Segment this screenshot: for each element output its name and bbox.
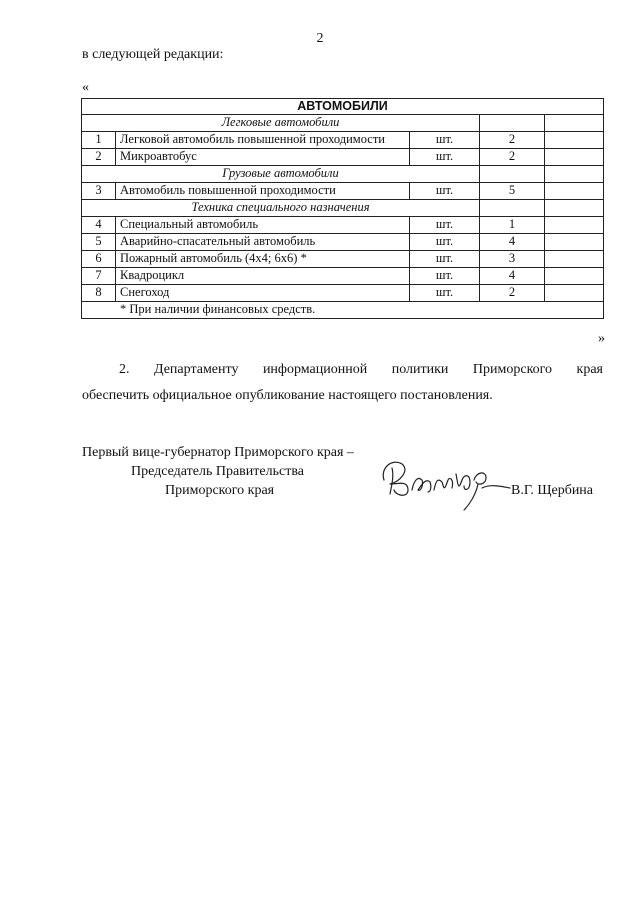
empty-cell	[545, 251, 604, 268]
paragraph-publication: обеспечить официальное опубликование настоящего постановления.	[82, 388, 493, 403]
row-qty: 5	[480, 183, 545, 200]
empty-cell	[545, 166, 604, 183]
row-name: Снегоход	[116, 285, 410, 302]
table-title: АВТОМОБИЛИ	[82, 99, 604, 115]
empty-cell	[545, 268, 604, 285]
row-unit: шт.	[410, 251, 480, 268]
row-number: 4	[82, 217, 116, 234]
table-row	[82, 217, 604, 234]
row-qty: 4	[480, 234, 545, 251]
row-unit: шт.	[410, 183, 480, 200]
table-row	[82, 132, 604, 149]
empty-cell	[545, 234, 604, 251]
open-quote: «	[82, 80, 89, 95]
row-name: Микроавтобус	[116, 149, 410, 166]
table-row	[82, 285, 604, 302]
table-row	[82, 268, 604, 285]
section-title: Легковые автомобили	[82, 115, 480, 132]
row-unit: шт.	[410, 149, 480, 166]
row-name: Легковой автомобиль повышенной проходимости	[116, 132, 410, 149]
table-row	[82, 251, 604, 268]
section-title: Техника специального назначения	[82, 200, 480, 217]
section-row	[82, 200, 604, 217]
row-qty: 2	[480, 149, 545, 166]
row-qty: 4	[480, 268, 545, 285]
row-unit: шт.	[410, 132, 480, 149]
row-number: 7	[82, 268, 116, 285]
row-number: 8	[82, 285, 116, 302]
table-footnote: * При наличии финансовых средств.	[82, 302, 604, 319]
footnote-row	[82, 302, 604, 319]
close-quote: »	[598, 331, 605, 346]
vehicles-table	[81, 98, 604, 319]
row-name: Квадроцикл	[116, 268, 410, 285]
signatory-title-line2: Председатель Правительства	[131, 464, 304, 479]
section-row	[82, 115, 604, 132]
empty-cell	[480, 200, 545, 217]
empty-cell	[545, 183, 604, 200]
signatory-name: В.Г. Щербина	[511, 483, 594, 498]
table-row	[82, 234, 604, 251]
signatory-title-line3: Приморского края	[165, 483, 275, 498]
empty-cell	[545, 149, 604, 166]
row-name: Автомобиль повышенной проходимости	[116, 183, 410, 200]
row-unit: шт.	[410, 285, 480, 302]
row-name: Аварийно-спасательный автомобиль	[116, 234, 410, 251]
row-qty: 1	[480, 217, 545, 234]
row-number: 5	[82, 234, 116, 251]
table-row	[82, 183, 604, 200]
row-name: Специальный автомобиль	[116, 217, 410, 234]
table-header-row	[82, 99, 604, 115]
empty-cell	[545, 217, 604, 234]
signatory-title-line1: Первый вице-губернатор Приморского края –	[82, 445, 354, 460]
empty-cell	[545, 115, 604, 132]
row-qty: 2	[480, 285, 545, 302]
row-number: 1	[82, 132, 116, 149]
row-unit: шт.	[410, 268, 480, 285]
row-number: 6	[82, 251, 116, 268]
table-row	[82, 149, 604, 166]
row-name: Пожарный автомобиль (4х4; 6х6) *	[116, 251, 410, 268]
row-number: 3	[82, 183, 116, 200]
empty-cell	[480, 115, 545, 132]
page-number: 2	[316, 31, 324, 46]
row-unit: шт.	[410, 217, 480, 234]
row-qty: 2	[480, 132, 545, 149]
handwritten-signature	[378, 450, 528, 512]
empty-cell	[480, 166, 545, 183]
empty-cell	[545, 132, 604, 149]
row-number: 2	[82, 149, 116, 166]
row-qty: 3	[480, 251, 545, 268]
row-unit: шт.	[410, 234, 480, 251]
empty-cell	[545, 200, 604, 217]
intro-text: в следующей редакции:	[82, 47, 224, 62]
paragraph-department: 2. Департаменту информационной политики Приморского края	[119, 362, 603, 377]
empty-cell	[545, 285, 604, 302]
section-title: Грузовые автомобили	[82, 166, 480, 183]
section-row	[82, 166, 604, 183]
